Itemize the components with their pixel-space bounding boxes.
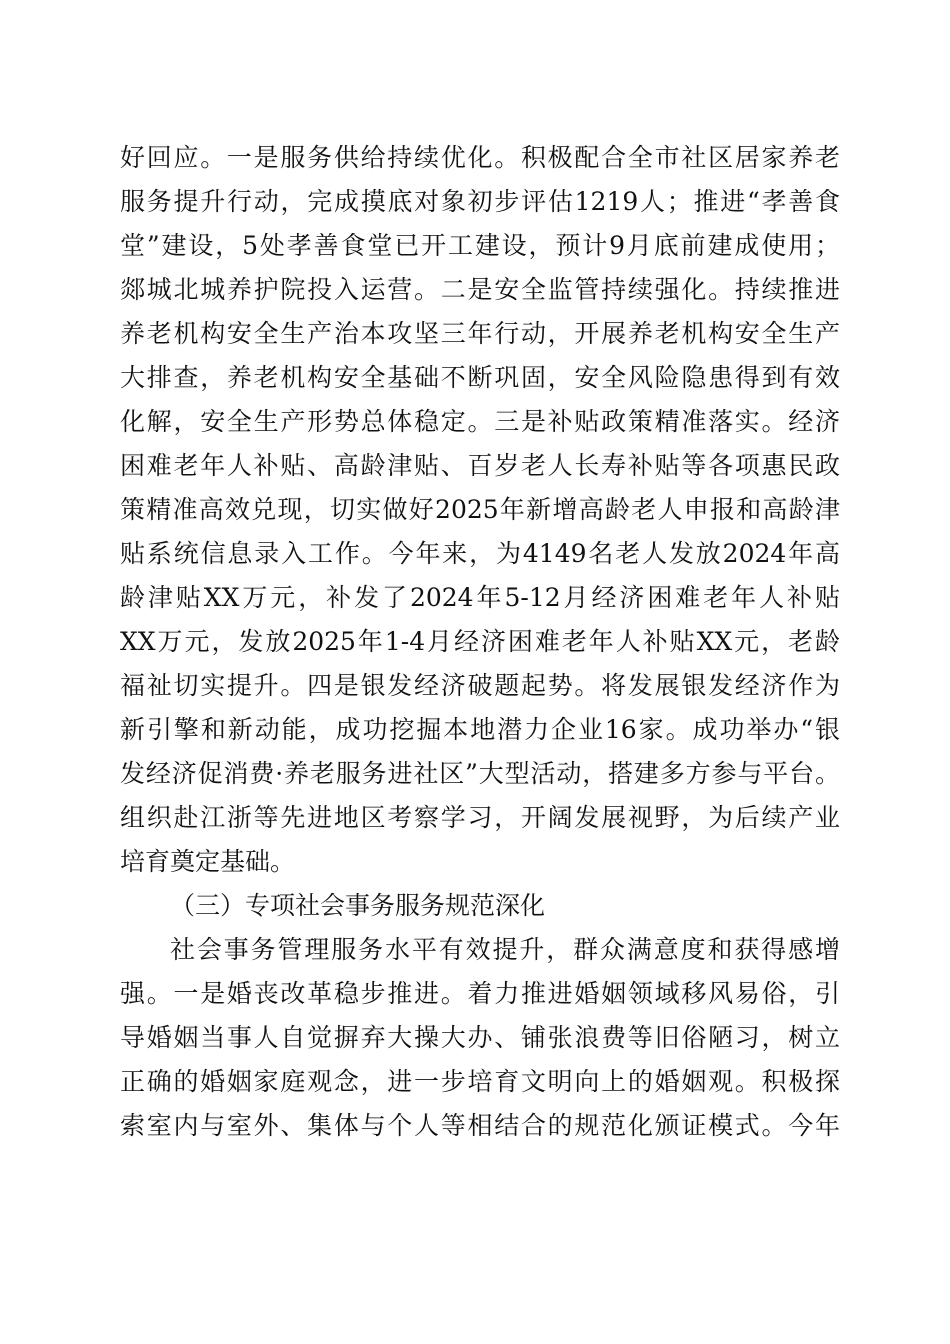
paragraph1-line-6: 大排查，养老机构安全基础不断巩固，安全风险隐患得到有效: [120, 363, 840, 392]
paragraph1-line-14: 新引擎和新动能，成功挖掘本地潜力企业16家。成功举办“银: [120, 715, 840, 744]
paragraph1-line-3: 堂”建设，5处孝善食堂已开工建设，预计9月底前建成使用；: [120, 231, 840, 260]
paragraph2-line-4: 正确的婚姻家庭观念，进一步培育文明向上的婚姻观。积极探: [120, 1067, 840, 1096]
paragraph1-line-7: 化解，安全生产形势总体稳定。三是补贴政策精准落实。经济: [120, 407, 840, 436]
paragraph2-line-5: 索室内与室外、集体与个人等相结合的规范化颁证模式。今年: [120, 1111, 840, 1140]
paragraph1-line-4: 郯城北城养护院投入运营。二是安全监管持续强化。持续推进: [120, 275, 840, 304]
paragraph1-line-13: 福祉切实提升。四是银发经济破题起势。将发展银发经济作为: [120, 671, 840, 700]
paragraph1-line-9: 策精准高效兑现，切实做好2025年新增高龄老人申报和高龄津: [120, 495, 840, 524]
paragraph1-line-15: 发经济促消费·养老服务进社区”大型活动，搭建多方参与平台。: [120, 759, 840, 788]
paragraph1-line-17: 培育奠定基础。: [120, 847, 296, 876]
paragraph2-line-2: 强。一是婚丧改革稳步推进。着力推进婚姻领域移风易俗，引: [120, 979, 840, 1008]
paragraph1-line-12: XX万元，发放2025年1-4月经济困难老年人补贴XX元，老龄: [120, 627, 840, 656]
paragraph1-line-10: 贴系统信息录入工作。今年来，为4149名老人发放2024年高: [120, 539, 840, 568]
paragraph1-line-11: 龄津贴XX万元，补发了2024年5-12月经济困难老年人补贴: [120, 583, 840, 612]
paragraph1-line-16: 组织赴江浙等先进地区考察学习，开阔发展视野，为后续产业: [120, 803, 840, 832]
paragraph1-line-5: 养老机构安全生产治本攻坚三年行动，开展养老机构安全生产: [120, 319, 840, 348]
paragraph1-line-8: 困难老年人补贴、高龄津贴、百岁老人长寿补贴等各项惠民政: [120, 451, 840, 480]
paragraph2-line-3: 导婚姻当事人自觉摒弃大操大办、铺张浪费等旧俗陋习，树立: [120, 1023, 840, 1052]
paragraph1-line-2: 服务提升行动，完成摸底对象初步评估1219人；推进“孝善食: [120, 187, 840, 216]
paragraph2-line-1: 社会事务管理服务水平有效提升，群众满意度和获得感增: [170, 935, 840, 964]
section-heading: （三）专项社会事务服务规范深化: [170, 891, 546, 920]
paragraph1-line-1: 好回应。一是服务供给持续优化。积极配合全市社区居家养老: [120, 143, 840, 172]
